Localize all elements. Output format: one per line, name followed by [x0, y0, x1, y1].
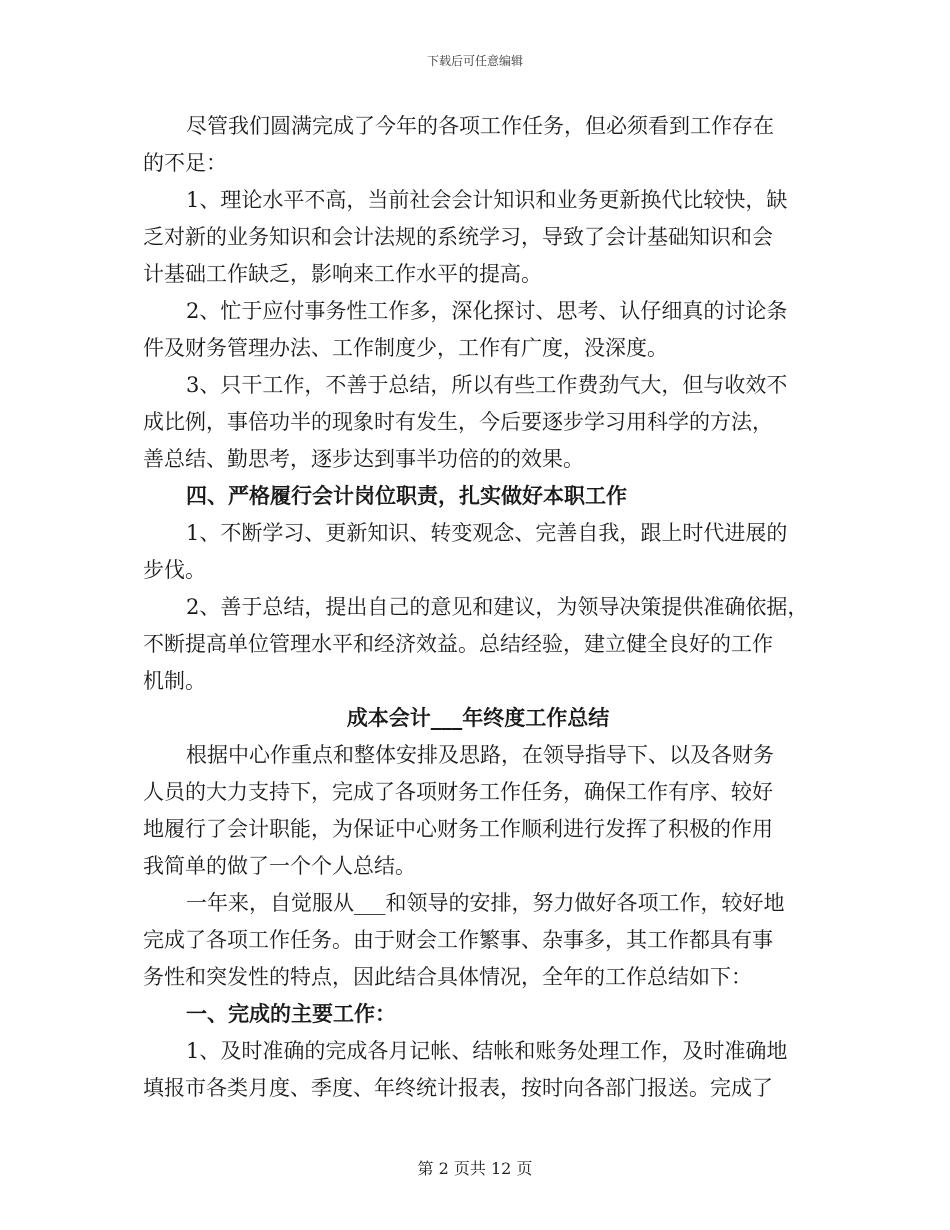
paragraph-line: 1、不断学习、更新知识、转变观念、完善自我，跟上时代进展的 [186, 521, 788, 545]
paragraph-line: 件及财务管理办法、工作制度少，工作有广度，没深度。 [143, 336, 668, 360]
paragraph-line: 不断提高单位管理水平和经济效益。总结经验，建立健全良好的工作 [143, 632, 773, 656]
section-heading: 四、严格履行会计岗位职责，扎实做好本职工作 [186, 484, 627, 508]
paragraph-line: 计基础工作缺乏，影响来工作水平的提高。 [143, 262, 542, 286]
paragraph-line: 填报市各类月度、季度、年终统计报表，按时向各部门报送。完成了 [143, 1076, 773, 1100]
paragraph-line: 尽管我们圆满完成了今年的各项工作任务，但必须看到工作存在 [186, 114, 774, 138]
paragraph-line: 乏对新的业务知识和会计法规的系统学习，导致了会计基础知识和会 [143, 225, 773, 249]
page-footer: 第 2 页共 12 页 [417, 1159, 533, 1178]
paragraph-line: 务性和突发性的特点，因此结合具体情况，全年的工作总结如下： [143, 965, 752, 989]
paragraph-line: 一年来，自觉服从___和领导的安排，努力做好各项工作，较好地 [186, 891, 785, 915]
paragraph-line: 1、理论水平不高，当前社会会计知识和业务更新换代比较快，缺 [186, 188, 788, 212]
paragraph-line: 地履行了会计职能，为保证中心财务工作顺利进行发挥了积极的作用 [143, 817, 773, 841]
paragraph-line: 的不足： [143, 151, 227, 175]
section-heading: 一、完成的主要工作： [186, 1002, 396, 1026]
paragraph-line: 2、忙于应付事务性工作多，深化探讨、思考、认仔细真的讨论条 [186, 299, 788, 323]
paragraph-line: 步伐。 [143, 558, 206, 582]
page-header: 下载后可任意编辑 [426, 54, 523, 68]
paragraph-line: 完成了各项工作任务。由于财会工作繁事、杂事多，其工作都具有事 [143, 928, 773, 952]
document-title: 成本会计___年终度工作总结 [346, 706, 610, 730]
paragraph-line: 机制。 [143, 669, 206, 693]
document-body [143, 108, 813, 1107]
paragraph-line: 2、善于总结，提出自己的意见和建议，为领导决策提供准确依据， [186, 595, 809, 619]
paragraph-line: 3、只干工作，不善于总结，所以有些工作费劲气大，但与收效不 [186, 373, 788, 397]
paragraph-line: 1、及时准确的完成各月记帐、结帐和账务处理工作，及时准确地 [186, 1039, 788, 1063]
paragraph-line: 成比例，事倍功半的现象时有发生，今后要逐步学习用科学的方法， [143, 410, 773, 434]
paragraph-line: 善总结、勤思考，逐步达到事半功倍的的效果。 [143, 447, 584, 471]
paragraph-line: 根据中心作重点和整体安排及思路，在领导指导下、以及各财务 [186, 743, 774, 767]
paragraph-line: 人员的大力支持下，完成了各项财务工作任务，确保工作有序、较好 [143, 780, 773, 804]
paragraph-line: 我简单的做了一个个人总结。 [143, 854, 416, 878]
